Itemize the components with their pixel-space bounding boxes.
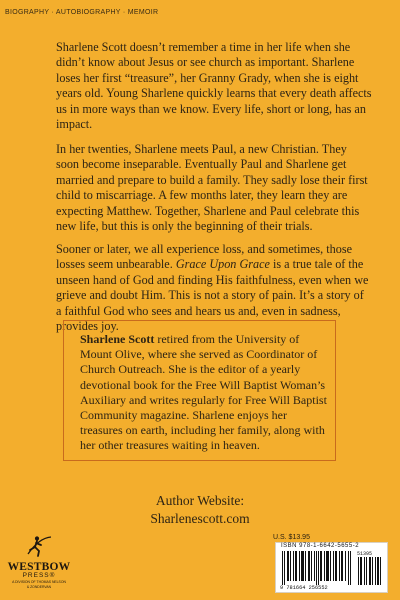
barcode-addon: 51395 bbox=[357, 551, 373, 557]
publisher-press: PRESS® bbox=[22, 572, 56, 579]
author-bio bbox=[80, 332, 330, 454]
paragraph-3-before: Sooner or later, we all experience loss, and sometimes, those losses seem unbearable. bbox=[56, 242, 352, 272]
publisher-subline-1: A DIVISION OF THOMAS NELSON bbox=[12, 580, 66, 584]
book-title: Grace Upon Grace bbox=[175, 257, 270, 272]
website-label: Author Website: bbox=[155, 493, 245, 508]
publisher-subline-2: & ZONDERVAN bbox=[26, 585, 52, 590]
runner-icon bbox=[24, 534, 54, 558]
price: U.S. $13.95 bbox=[273, 534, 310, 541]
publisher-logo bbox=[4, 534, 74, 590]
website-url: Sharlenescott.com bbox=[150, 511, 250, 526]
barcode-number: 9 781664 256552 bbox=[280, 585, 328, 591]
paragraph-1: Sharlene Scott doesn’t remember a time in her life when she didn’t know about Jesus or see church as important. Sharlene loses her first “treasure”, her Granny Grady, when she is eight years old. Young Sharlene quickly learns that every death affects us in more ways than we know. Every life, short or long, has an impact. bbox=[56, 40, 372, 132]
author-name: Sharlene Scott bbox=[80, 332, 155, 346]
author-bio-text: retired from the University of Mount Olive, where she served as Coordinator of Church Outreach. She is the editor of a yearly devotional book for the Free Will Baptist Woman’s Auxiliary and writes regularly for Free Will Baptist Community magazine. Sharlene enjoys her treasures on earth, including her family, along with her other treasures waiting in heaven. bbox=[80, 332, 327, 453]
paragraph-2: In her twenties, Sharlene meets Paul, a new Christian. They soon become inseparable. Eventually Paul and Sharlene get married and prepare to build a family. They sadly lose their first child to miscarriage. A few months later, they learn they are expecting Matthew. Together, Sharlene and Paul celebrate this new life, but this is only the beginning of their trials. bbox=[56, 142, 368, 234]
publisher-name: WESTBOW bbox=[7, 561, 71, 573]
isbn: ISBN 978-1-6642-5655-2 bbox=[281, 543, 360, 549]
paragraph-3-after: is a true tale of the unseen hand of God and finding His faithfulness, even when we grieve and doubt Him. This is not a story of pain. It’s a story of a faithful God who sees and hears us and, even in sadness, provides joy. bbox=[56, 257, 369, 334]
category-label: BIOGRAPHY · AUTOBIOGRAPHY · MEMOIR bbox=[5, 9, 159, 16]
